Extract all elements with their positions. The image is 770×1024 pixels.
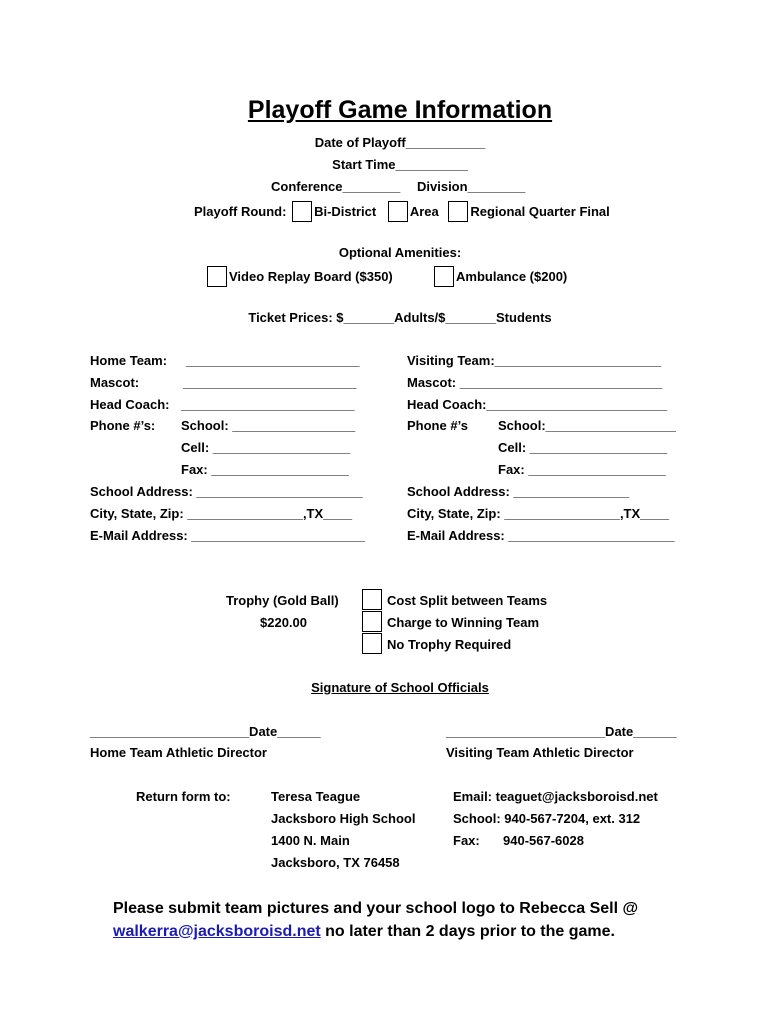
return-street: 1400 N. Main [271,833,350,848]
bi-district-checkbox[interactable] [292,201,312,222]
area-label: Area [409,204,439,219]
cost-split-checkbox[interactable] [362,589,382,610]
home-coach-label: Head Coach: [90,397,170,412]
home-email-field[interactable]: E-Mail Address: ________________________ [90,528,365,543]
visiting-email-field[interactable]: E-Mail Address: _______________________ [407,528,675,543]
home-city-field[interactable]: City, State, Zip: ________________,TX____ [90,506,353,521]
home-phone-label: Phone #’s: [90,418,156,433]
home-director-label: Home Team Athletic Director [90,745,267,760]
division-field[interactable]: Division________ [417,179,526,194]
home-mascot-label: Mascot: [90,375,140,390]
area-checkbox[interactable] [388,201,408,222]
return-fax-label: Fax: [453,833,480,848]
no-trophy-checkbox[interactable] [362,633,382,654]
footer-email-link[interactable]: walkerra@jacksboroisd.net [113,923,321,940]
start-time-field[interactable]: Start Time__________ [332,157,468,172]
video-replay-label: Video Replay Board ($350) [229,269,393,284]
visiting-city-field[interactable]: City, State, Zip: ________________,TX____ [407,506,670,521]
playoff-round-label: Playoff Round: [194,204,287,219]
home-fax-field[interactable]: Fax: ___________________ [181,462,349,477]
ambulance-option [432,266,567,287]
footer-line-1: Please submit team pictures and your school logo to Rebecca Sell @ [113,900,639,917]
home-cell-field[interactable]: Cell: ___________________ [181,440,351,455]
return-school: Jacksboro High School [271,811,416,826]
home-address-field[interactable]: School Address: _______________________ [90,484,363,499]
footer-line-2 [113,920,638,943]
trophy-label: Trophy (Gold Ball) [226,593,339,608]
home-mascot-field[interactable]: ________________________ [183,375,357,390]
charge-winning-checkbox[interactable] [362,611,382,632]
visiting-address-field[interactable]: School Address: ________________ [407,484,630,499]
footer-line-2-text: no later than 2 days prior to the game. [320,923,615,940]
return-city: Jacksboro, TX 76458 [271,855,400,870]
video-replay-checkbox[interactable] [207,266,227,287]
visiting-school-phone-field[interactable]: School:__________________ [498,418,676,433]
conference-field[interactable]: Conference________ [271,179,401,194]
bi-district-label: Bi-District [314,204,377,219]
charge-winning-label: Charge to Winning Team [387,615,540,630]
visiting-mascot-field[interactable]: Mascot: ____________________________ [407,375,663,390]
home-school-phone-field[interactable]: School: _________________ [181,418,356,433]
visiting-fax-field[interactable]: Fax: ___________________ [498,462,666,477]
date-of-playoff-field[interactable]: Date of Playoff___________ [314,135,486,150]
return-name: Teresa Teague [271,789,361,804]
return-form-label: Return form to: [136,789,231,804]
playoff-round-row [194,201,610,222]
ambulance-checkbox[interactable] [434,266,454,287]
ticket-prices-field[interactable]: Ticket Prices: $_______Adults/$_______Students [248,310,552,325]
visiting-signature-line[interactable]: ______________________Date______ [446,724,677,739]
return-email: Email: teaguet@jacksboroisd.net [453,789,658,804]
visiting-phone-label: Phone #’s [407,418,468,433]
no-trophy-label: No Trophy Required [387,637,512,652]
regional-quarter-final-checkbox[interactable] [448,201,468,222]
signature-heading: Signature of School Officials [311,680,489,695]
footer-note [113,897,638,943]
visiting-coach-field[interactable]: Head Coach:_________________________ [407,397,668,412]
return-school-phone: School: 940-567-7204, ext. 312 [453,811,641,826]
home-signature-line[interactable]: ______________________Date______ [90,724,321,739]
optional-amenities-label: Optional Amenities: [338,245,462,260]
cost-split-label: Cost Split between Teams [387,593,548,608]
video-replay-option [205,266,393,287]
home-coach-field[interactable]: ________________________ [181,397,355,412]
ambulance-label: Ambulance ($200) [456,269,568,284]
trophy-price: $220.00 [260,615,307,630]
page-title: Playoff Game Information [247,96,553,124]
home-team-label: Home Team: [90,353,168,368]
regional-quarter-final-label: Regional Quarter Final [470,204,610,219]
home-team-field[interactable]: ________________________ [186,353,360,368]
visiting-director-label: Visiting Team Athletic Director [446,745,634,760]
visiting-cell-field[interactable]: Cell: ___________________ [498,440,668,455]
return-fax-number: 940-567-6028 [503,833,584,848]
visiting-team-field[interactable]: Visiting Team:_______________________ [407,353,661,368]
